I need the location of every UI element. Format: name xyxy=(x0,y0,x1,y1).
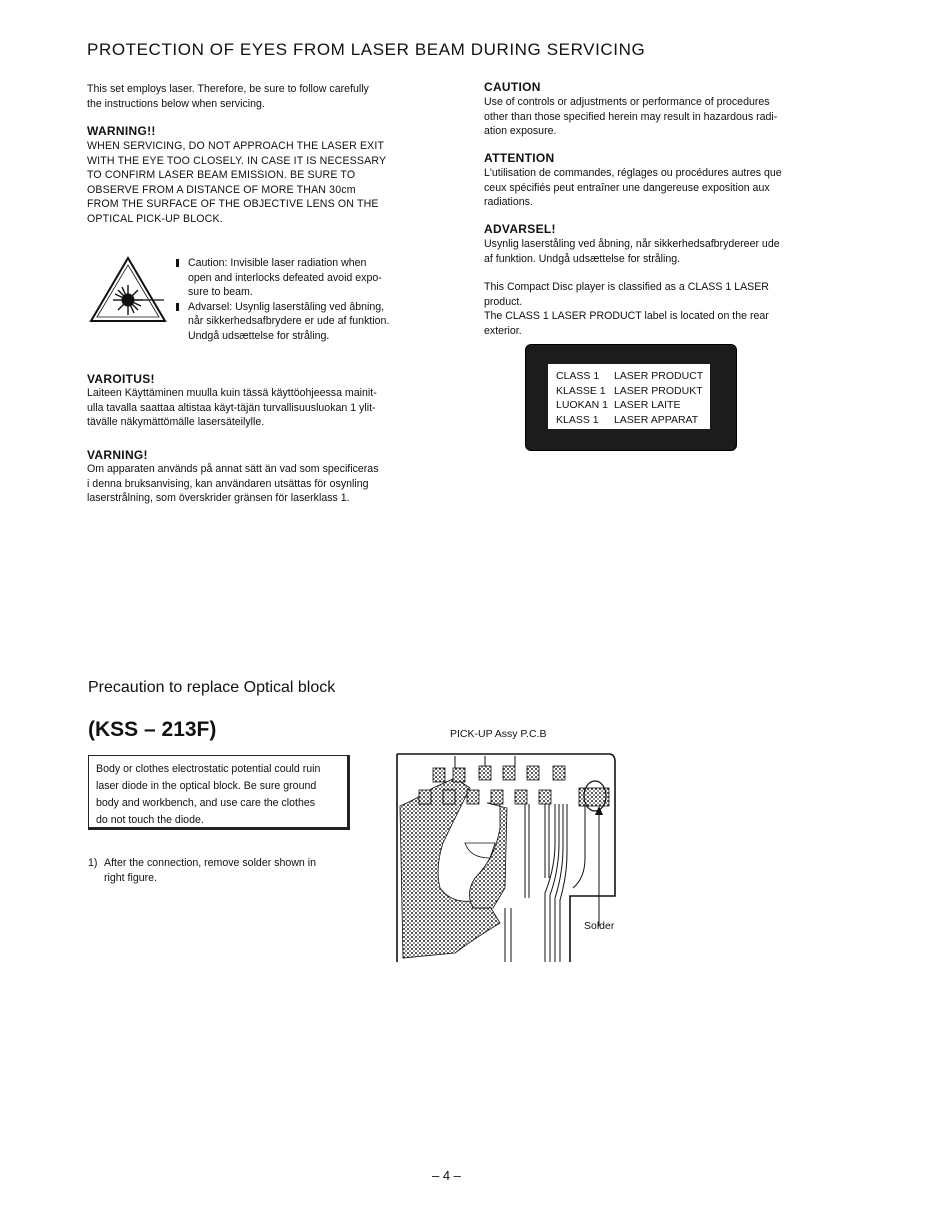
step-1: 1) After the connection, remove solder shown in right figure. xyxy=(88,857,316,884)
precaution-heading: Precaution to replace Optical block xyxy=(88,679,336,696)
bullet-icon xyxy=(176,303,179,311)
solder-label: Solder xyxy=(584,920,615,932)
page-title: PROTECTION OF EYES FROM LASER BEAM DURING SERVICING xyxy=(87,40,646,59)
varning-text: Om apparaten används på annat sätt än vad som specificeras i denna bruksanvising, kan användaren utsättas för osynling laserstrålning, som överskrider gränsen för laserklass 1. xyxy=(87,463,379,504)
class1-label-inner xyxy=(548,364,710,429)
label-row: KLASSE 1 LASER PRODUKT xyxy=(556,384,703,397)
page-number: – 4 – xyxy=(432,1168,461,1183)
caution-note: Caution: Invisible laser radiation when open and interlocks defeated avoid expo- sure to beam. xyxy=(176,256,408,300)
caution-label: CAUTION xyxy=(484,80,541,94)
label-row: CLASS 1 LASER PRODUCT xyxy=(556,370,704,382)
advarsel-label: ADVARSEL! xyxy=(484,222,556,236)
warning-label: WARNING!! xyxy=(87,124,156,138)
electrostatic-note: Body or clothes electrostatic potential could ruin laser diode in the optical block. Be sure ground body and workbench, and use care the clothes do not touch the diode. xyxy=(88,755,350,830)
label-row: KLASS 1 LASER APPARAT xyxy=(556,413,699,426)
class-text: This Compact Disc player is classified as a CLASS 1 LASER product. The CLASS 1 LASER PRODUCT label is located on the rear exterior. xyxy=(484,281,769,337)
advarsel-text: Usynlig laserståling ved åbning, når sikkerhedsafbrydereer ude af funktion. Undgå udsættelse for stråling. xyxy=(484,238,780,265)
class1-label-table xyxy=(556,369,709,427)
symbol-notes xyxy=(176,256,408,343)
varoitus-text: Laiteen Käyttäminen muulla kuin tässä käyttöohjeessa mainit- ulla tavalla saattaa altistaa käyt-täjän turvallisuusluokan 1 ylit- tävälle näkymättömälle lasersäteilylle. xyxy=(87,387,377,428)
model-heading: (KSS – 213F) xyxy=(88,718,217,741)
intro-text: This set employs laser. Therefore, be sure to follow carefully the instructions below when servicing. xyxy=(87,83,369,110)
figure-caption: PICK-UP Assy P.C.B xyxy=(450,728,547,740)
bullet-icon xyxy=(176,259,179,267)
label-row: LUOKAN 1 LASER LAITE xyxy=(556,399,681,411)
laser-warning-icon xyxy=(88,255,168,325)
varning-label: VARNING! xyxy=(87,448,148,462)
attention-text: L'utilisation de commandes, réglages ou procédures autres que ceux spécifiés peut entraîner une dangereuse exposition aux radiations. xyxy=(484,167,782,208)
warning-text: WHEN SERVICING, DO NOT APPROACH THE LASER EXIT WITH THE EYE TOO CLOSELY. IN CASE IT IS NECESSARY TO CONFIRM LASER BEAM EMISSION. BE SURE TO OBSERVE FROM A DISTANCE OF MORE THAN 30cm FROM THE SURFACE OF THE OBJECTIVE LENS ON THE OPTICAL PICK-UP BLOCK. xyxy=(87,140,387,225)
attention-label: ATTENTION xyxy=(484,151,555,165)
varoitus-label: VAROITUS! xyxy=(87,372,155,386)
class1-label-plate xyxy=(525,344,737,451)
caution-text: Use of controls or adjustments or performance of procedures other than those specified herein may result in hazardous radi- ation exposure. xyxy=(484,96,778,137)
advarsel-note: Advarsel: Usynlig laserstâling ved âbning, når sikkerhedsafbrydere er ude af funktion. Undgå udsættelse for stråling. xyxy=(176,300,408,344)
